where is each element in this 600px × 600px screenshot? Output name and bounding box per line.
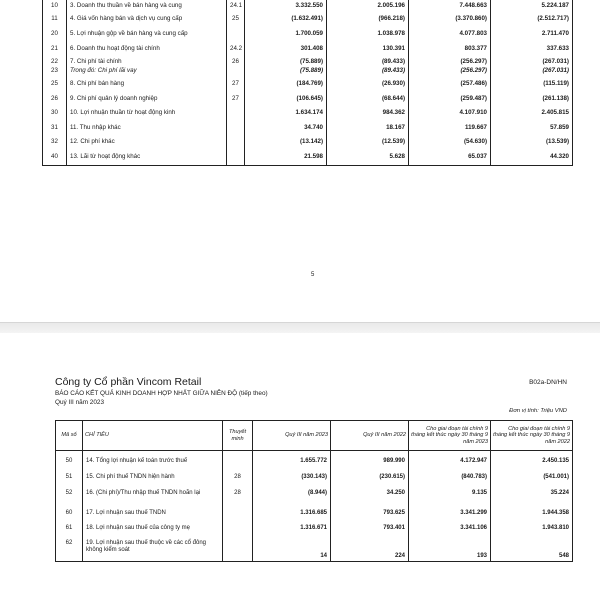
table-header-row: [56, 421, 573, 451]
table-row: 20 5. Lợi nhuận gộp về bán hàng và cung cấp 1.700.059 1.038.978 4.077.803 2.711.470: [43, 26, 573, 41]
table-row: 62 19. Lợi nhuận sau thuế thuộc về các cổ đông không kiểm soát 14 224 193 548: [56, 539, 573, 561]
table-row: 23 Trong đó: Chi phí lãi vay (75.889) (89.433) (256.297) (267.031): [43, 66, 573, 76]
report-period: Quý III năm 2023: [55, 399, 105, 406]
column-header-q3-2023: Quý III năm 2023: [253, 421, 331, 451]
table-row: 32 12. Chi phí khác (13.142) (12.539) (54.630) (13.539): [43, 135, 573, 149]
column-header-9m-2022: Cho giai đoạn tài chính 9 tháng kết thúc ngày 30 tháng 9 năm 2022: [491, 421, 573, 451]
column-header-code: Mã số: [56, 421, 83, 451]
table-row: 25 8. Chi phí bán hàng 27 (184.769) (26.930) (257.486) (115.119): [43, 76, 573, 92]
table-row: 11 4. Giá vốn hàng bán và dịch vụ cung cấp 25 (1.632.491) (966.218) (3.370.860) (2.512.717): [43, 11, 573, 26]
income-statement-table-part2: [55, 420, 573, 562]
column-header-9m-2023: Cho giai đoạn tài chính 9 tháng kết thúc ngày 30 tháng 9 năm 2023: [409, 421, 491, 451]
table-row: 31 11. Thu nhập khác 34.740 18.167 119.667 57.859: [43, 120, 573, 135]
column-header-q3-2022: Quý III năm 2022: [331, 421, 409, 451]
report-title: BÁO CÁO KẾT QUẢ KINH DOANH HỢP NHẤT GIỮA NIÊN ĐỘ (tiếp theo): [55, 390, 268, 397]
column-header-note: Thuyết minh: [223, 421, 253, 451]
table-row: 30 10. Lợi nhuận thuần từ hoạt động kinh 1.634.174 984.362 4.107.910 2.405.815: [43, 106, 573, 120]
table-row: 10 3. Doanh thu thuần về bán hàng và cung 24.1 3.332.550 2.005.196 7.448.663 5.224.187: [43, 0, 573, 11]
table-row: 60 17. Lợi nhuận sau thuế TNDN 1.316.685 793.625 3.341.299 1.944.358: [56, 509, 573, 524]
table-row: 40 13. Lãi từ hoạt động khác 21.598 5.628 65.037 44.320: [43, 149, 573, 165]
table-row: 50 14. Tổng lợi nhuận kế toán trước thuế 1.655.772 989.990 4.172.947 2.450.135: [56, 457, 573, 473]
table-row: 61 18. Lợi nhuận sau thuế của công ty mẹ 1.316.671 793.401 3.341.106 1.943.810: [56, 524, 573, 539]
income-statement-table-part1: [42, 0, 573, 166]
table-row: 51 15. Chi phí thuế TNDN hiện hành 28 (330.143) (230.615) (840.783) (541.001): [56, 473, 573, 489]
current-page: [0, 333, 600, 600]
company-name: Công ty Cổ phần Vincom Retail: [55, 376, 202, 388]
column-header-item: CHỈ TIÊU: [83, 421, 223, 451]
table-row: 52 16. (Chi phí)/Thu nhập thuế TNDN hoãn lại 28 (8.944) 34.250 9.135 35.224: [56, 489, 573, 509]
form-code: B02a-DN/HN: [529, 379, 567, 386]
table-row: 22 7. Chi phí tài chính 26 (75.889) (89.433) (256.297) (267.031): [43, 57, 573, 66]
currency-unit: Đơn vị tính: Triệu VND: [509, 408, 567, 414]
table-row: 21 6. Doanh thu hoạt động tài chính 24.2 301.408 130.391 803.377 337.633: [43, 41, 573, 57]
page-number: 5: [311, 272, 315, 278]
table-row: 26 9. Chi phí quản lý doanh nghiệp 27 (106.645) (68.644) (259.487) (261.138): [43, 92, 573, 106]
